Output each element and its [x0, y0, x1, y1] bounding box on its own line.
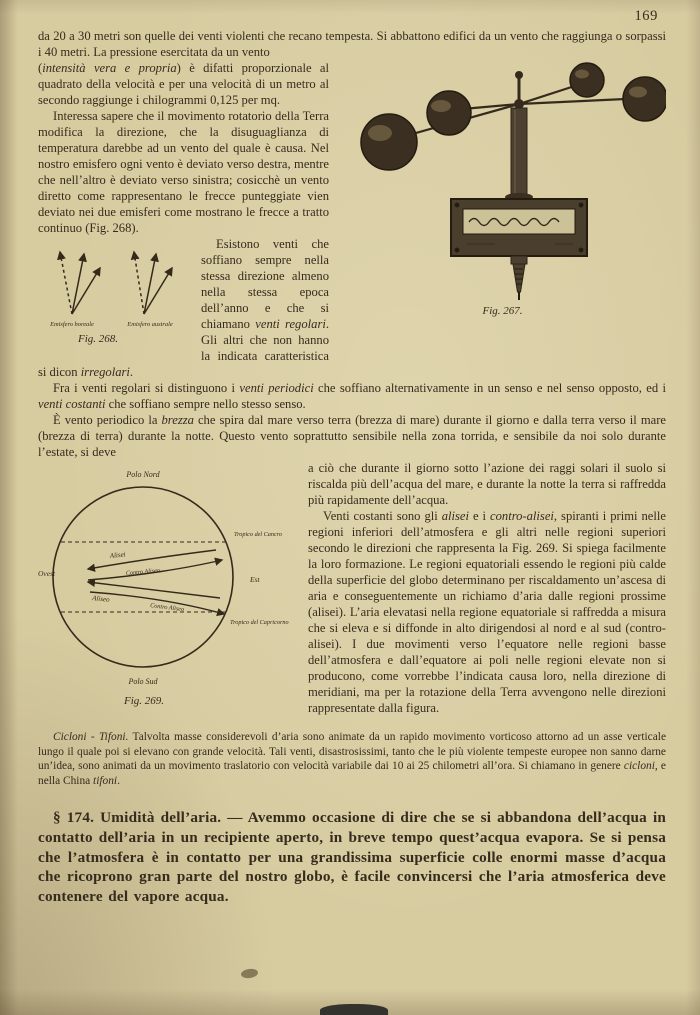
figure-269-caption: Fig. 269.	[123, 695, 165, 707]
north-pole-label: Polo Nord	[126, 470, 160, 479]
ink-blot-small	[240, 968, 258, 979]
figure-267	[339, 62, 666, 317]
paragraph-cyclones-typhoons: Cicloni - Tifoni. Talvolta masse considerevoli d’aria sono animate da un rapido movimento vorticoso attorno ad un asse verticale lungo il quale poi si elevano con grande velocità. Tali venti, disastrosissimi, tanto che le più violente tempeste europee non sanno darne un’idea, sono animati da un movimento traslatorio con velocità variabile dai 10 ai 25 chilometri all’ora. Si chiamano in genere cicloni, e nella China tifoni.	[38, 731, 666, 787]
trade-winds-label: Alisei	[109, 550, 127, 560]
paragraph-regular-winds: Esistono venti che soffiano sempre nella stessa direzione almeno nella stessa epoca dell’anno e che si chiamano venti regolari. Gli altri che non hanno la indicata caratteristica si dicon irregolari.	[38, 237, 330, 379]
figure-267-caption: Fig. 267.	[482, 305, 523, 317]
paragraph-breeze: È vento periodico la brezza che spira dal mare verso terra (brezza di mare) durante il giorno e dalla terra verso il mare (brezza di terra) durante la notte. Questo vento soprattutto sensibile nella zona torrida, e sensibile da noi solo durante l’estate, si deve	[38, 413, 666, 459]
paragraph-earth-rotation: Interessa sapere che il movimento rotatorio della Terra modifica la direzione, che la disuguaglianza di temperatura darebbe ad un vento del quale è causa. Nel nostro emisfero ogni vento è deviato verso destra, mentre che nell’altro è deviato verso sinistra; cosicchè un vento diretto come rappresentano le frecce punteggiate vien deviato nei due emisferi come mostrano le frecce a tratto continuo (Fig. 268).	[38, 109, 329, 235]
hemisphere-south-label: Emisfero australe	[127, 321, 173, 328]
wind-deviation-diagram	[38, 238, 192, 330]
hemisphere-north-label: Emisfero boreale	[50, 321, 94, 328]
paragraph-wind-pressure: (intensità vera e propria) è difatti proporzionale al quadrato della velocità e per una velocità di un metro al secondo raggiunge i chilogrammi 0,125 per mq.	[38, 61, 329, 107]
tropic-capricorn-label: Tropico del Capricorno	[230, 619, 289, 626]
south-pole-label: Polo Sud	[128, 677, 158, 686]
paragraph-wind-speed-intro: da 20 a 30 metri son quelle dei venti violenti che recano tempesta. Si abbattono edifici da un vento che raggiunga o sorpassi i 40 metri. La pressione esercitata da un vento	[38, 29, 666, 59]
globe-winds-diagram	[38, 464, 296, 692]
figure-268	[38, 238, 192, 345]
figure-269	[38, 464, 296, 707]
east-label: Est	[250, 575, 260, 584]
ink-blot-bottom-edge	[320, 1004, 388, 1015]
anemometer-illustration	[339, 62, 666, 302]
page-content	[38, 28, 666, 906]
paragraph-periodic-constant-winds: Fra i venti regolari si distinguono i venti periodici che soffiano alternativamente in un senso e nel senso opposto, ed i venti costanti che soffiano sempre nello stesso senso.	[38, 381, 667, 411]
trade-wind-label: Aliseo	[91, 594, 111, 604]
counter-trade-upper-label: Contro Aliseo	[125, 567, 161, 577]
paragraph-constant-winds: Venti costanti sono gli alisei e i contro-alisei, spiranti i primi nelle regioni inferiori dell’atmosfera e gli altri nelle regioni superiori secondo le direzioni che rappresenta la Fig. 269. Si spiega facilmente la loro formazione. Le regioni equatoriali essendo le regioni più calde della superficie del globo determinano per riscaldamento un’ascesa di aria e conseguentemente un richiamo d’aria dalle regioni prossime (alisei). L’aria elevatasi nella regione equatoriale si raffredda a misura che si eleva e si diffonde in alto dirigendosi al nord e al sud (contro-alisei). I due movimenti verso l’equatore nelle regioni basse dell’atmosfera e dall’equatore ai poli nelle regioni elevate non si producono, come vorrebbe l’indicata causa loro, nella direzione di meridiani, ma per la rotazione della Terra avvengono nelle direzioni rappresentate dalla figura.	[308, 509, 666, 715]
text-flow	[38, 60, 666, 716]
page-number: 169	[634, 8, 658, 24]
west-label: Ovest	[38, 569, 56, 578]
section-174-humidity: § 174. Umidità dell’aria. — Avemmo occasione di dire che se si abbandona dell’acqua in contatto dell’aria in un recipiente aperto, in breve tempo quest’acqua evapora. Se si pensa che l’atmosfera è in contatto per una grandissima superficie colle enormi masse d’acqua che ricoprono gran parte del nostro globo, è facile convincersi che l’aria atmosferica deve contenere del vapore acqua.	[38, 809, 667, 905]
tropic-cancer-label: Tropico del Cancro	[234, 531, 283, 538]
paragraph-breeze-cause: a ciò che durante il giorno sotto l’azione dei raggi solari il suolo si riscalda più dell’acqua del mare, e durante la notte la terra si raffredda più rapidamente dell’acqua.	[308, 461, 666, 507]
counter-trade-lower-label: Contro Aliseo	[149, 602, 185, 614]
figure-268-caption: Fig. 268.	[77, 333, 119, 345]
